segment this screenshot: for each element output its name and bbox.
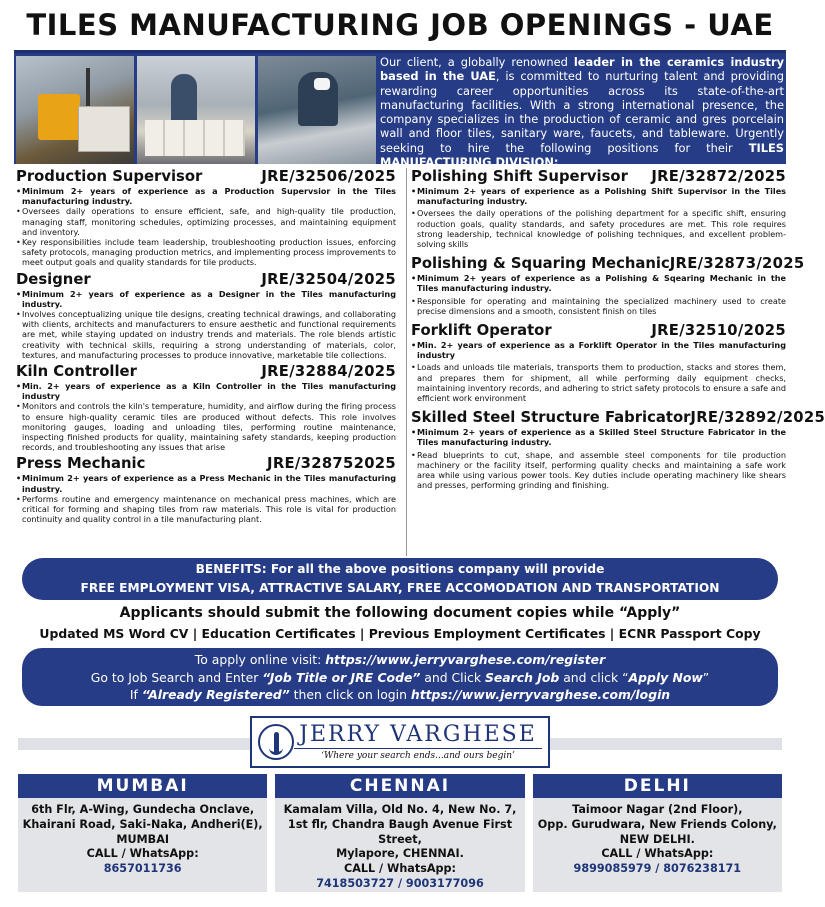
job-code: JRE/32510/2025 (651, 322, 786, 340)
job-header (16, 271, 396, 289)
documents-list: Updated MS Word CV | Education Certificates | Previous Employment Certificates | ECNR Passport Copy (39, 626, 761, 641)
office-card-delhi (533, 774, 782, 892)
address-line: Khairani Road, Saki-Naka, Andheri(E), (22, 817, 263, 831)
company-logo (250, 716, 550, 768)
apply-step-text: Go to Job Search and Enter (90, 669, 263, 685)
job-column-right (406, 168, 825, 556)
job-points (16, 381, 396, 452)
job-code: JRE/32873/2025 (669, 255, 805, 273)
job-header (16, 455, 396, 473)
job-description: • Oversees daily operations to ensure efficient, safe, and high-quality tile production, managing staff, monitoring schedules, optimizing processes, and maintaining equipment and inventory. (16, 206, 396, 237)
job-header (16, 168, 396, 186)
benefits-heading: BENEFITS: For all the above positions company will provide (195, 562, 605, 576)
login-label: then click on login (289, 687, 411, 702)
job-description: • Responsible for operating and maintaining the specialized machinery used to create precise dimensions and a smooth, consistent finish on tiles (411, 296, 786, 316)
worker-icon (171, 74, 197, 124)
hero-banner (14, 50, 786, 170)
tile-line-icon (145, 120, 245, 156)
job-header (411, 409, 825, 427)
job-code: JRE/32872/2025 (651, 168, 786, 185)
job-code: JRE/328752025 (267, 455, 396, 473)
apply-now-label: Apply Now (628, 669, 703, 685)
mask-icon (314, 78, 330, 90)
apply-step-click: and Click (420, 669, 485, 685)
job-points (16, 186, 396, 268)
job-posting (16, 271, 396, 360)
apply-step-code: “Job Title or JRE Code” (262, 669, 421, 685)
login-link[interactable]: https://www.jerryvarghese.com/login (410, 687, 671, 702)
job-title: Polishing Shift Supervisor (411, 168, 628, 185)
intro-highlight-2: TILES MANUFACTURING DIVISION: (380, 140, 784, 170)
job-posting (411, 409, 825, 491)
office-city: CHENNAI (275, 774, 524, 798)
job-posting (16, 363, 396, 452)
call-label: CALL / WhatsApp: (343, 862, 456, 876)
job-points (411, 427, 786, 490)
job-points (411, 340, 786, 403)
benefits-banner (22, 558, 778, 600)
job-description: • Key responsibilities include team leadership, troubleshooting production issues, enforcing safety protocols, managing production metrics, and implementing process improvements to meet output goals and quality standards for tile products. (16, 237, 396, 268)
job-code: JRE/32892/2025 (690, 409, 825, 427)
apply-if-label: If (129, 687, 142, 702)
call-label: CALL / WhatsApp: (601, 847, 714, 861)
logo-tagline: ‘Where your search ends...and ours begin’ (294, 748, 542, 762)
job-points (411, 273, 786, 316)
job-title: Polishing & Squaring Mechanic (411, 255, 670, 273)
job-points (16, 289, 396, 360)
job-requirement: • Minimum 2+ years of experience as a Polishing Shift Supervisor in the Tiles manufacturing industry. (411, 186, 786, 206)
job-title: Designer (16, 270, 91, 288)
address-line: 6th Flr, A-Wing, Gundecha Onclave, (31, 803, 255, 816)
intro-highlight-1: leader in the ceramics industry based in the UAE (380, 55, 784, 84)
job-description: • Monitors and controls the kiln's temperature, humidity, and airflow during the firing process to ensure high-quality ceramic tiles are produced without defects. This role involves monitoring gauges, loading and unloading tiles, performing routine maintenance, inspecting finished products for quality, maintaining safety standards, keeping production records, and troubleshooting any issues that arise (16, 401, 396, 452)
office-city: DELHI (533, 774, 782, 798)
job-code: JRE/32504/2025 (261, 270, 396, 288)
job-title: Press Mechanic (16, 455, 146, 473)
job-title: Forklift Operator (411, 322, 552, 340)
office-card-mumbai (18, 774, 267, 892)
apply-step-click-2: and click “ (559, 669, 629, 685)
job-points (411, 186, 786, 249)
office-phone[interactable]: 7418503727 / 9003177096 (316, 876, 484, 890)
documents-heading: Applicants should submit the following document copies while “Apply” (119, 605, 681, 621)
address-line: Taimoor Nagar (2nd Floor), (572, 803, 743, 816)
apply-visit-label: To apply online visit: (194, 652, 326, 667)
address-line: Kamalam Villa, Old No. 4, New No. 7, (283, 803, 517, 816)
intro-part-2: , is committed to nurturing talent and providing rewarding career opportunities across its state-of-the-art manufacturing facilities. With a strong international presence, the company specializes in the production of ceramic and gres porcelain wall and floor tiles, sanitary ware, faucets, and tableware. Urgently seeking to hire the following positions for their (380, 69, 784, 155)
job-posting (411, 255, 805, 316)
call-label: CALL / WhatsApp: (86, 847, 199, 861)
address-line: Opp. Gurudwara, New Friends Colony, (537, 817, 777, 831)
job-requirement: • Minimum 2+ years of experience as a Designer in the Tiles manufacturing industry. (16, 289, 396, 309)
job-requirement: • Minimum 2+ years of experience as a Press Mechanic in the Tiles manufacturing industry. (16, 473, 396, 493)
logo-name: JERRY VARGHESE (299, 722, 537, 747)
job-code: JRE/32506/2025 (261, 168, 396, 185)
intro-text (380, 55, 784, 169)
search-job-label: Search Job (484, 669, 560, 685)
job-title: Production Supervisor (16, 168, 203, 185)
register-link[interactable]: https://www.jerryvarghese.com/register (325, 652, 606, 667)
flame-hand-icon (258, 724, 294, 760)
address-line: MUMBAI (116, 832, 170, 846)
job-description: • Read blueprints to cut, shape, and assemble steel components for tile production machinery or the facility itself, performing quality checks and maintaining a safe work area while using various power tools. Key duties include operating machinery like shears and presses, performing grinding and finishing. (411, 450, 786, 491)
job-title: Skilled Steel Structure Fabricator (411, 409, 691, 427)
job-requirement: • Min. 2+ years of experience as a Kiln Controller in the Tiles manufacturing industry (16, 381, 396, 401)
address-line: Mylapore, CHENNAI. (336, 847, 464, 861)
job-points (16, 473, 396, 524)
factory-worker-photo (137, 56, 255, 164)
office-address (533, 798, 782, 877)
office-contacts (18, 774, 782, 892)
office-card-chennai (275, 774, 524, 892)
office-address (18, 798, 267, 877)
job-description: • Oversees the daily operations of the polishing department for a specific shift, ensuring roduction goals, quality standards, and safety procedures are met. This role requires strong leadership, technical knowledge of polishing techniques, and excellent problem-solving skills (411, 208, 786, 249)
job-header (16, 363, 396, 381)
job-posting (411, 322, 786, 403)
tile-stack-icon (78, 106, 130, 152)
page-title: TILES MANUFACTURING JOB OPENINGS - UAE (26, 8, 774, 42)
job-description: • Loads and unloads tile materials, transports them to production, stacks and stores them, and prepares them for shipment, all while performing daily equipment checks, maintaining inventory records, and adhering to strict safety protocols to ensure a safe and efficient work environment (411, 362, 786, 403)
already-registered-label: “Already Registered” (141, 687, 290, 702)
job-listings (16, 168, 825, 558)
job-requirement: • Minimum 2+ years of experience as a Polishing & Sqearing Mechanic in the Tiles manufacturing industry. (411, 273, 786, 293)
apply-quote-close: ” (702, 669, 710, 685)
photo-strip (16, 56, 376, 164)
technician-photo (258, 56, 376, 164)
job-posting (411, 168, 786, 249)
office-phone[interactable]: 9899085979 / 8076238171 (573, 862, 742, 876)
office-phone[interactable]: 8657011736 (103, 862, 182, 876)
job-requirement: • Minimum 2+ years of experience as a Skilled Steel Structure Fabricator in the Tiles manufacturing industry. (411, 427, 786, 447)
job-requirement: • Min. 2+ years of experience as a Forklift Operator in the Tiles manufacturing industry (411, 340, 786, 360)
job-header (411, 168, 786, 186)
job-requirement: • Minimum 2+ years of experience as a Production Supervsior in the Tiles manufacturing industry. (16, 186, 396, 206)
address-line: NEW DELHI. (619, 832, 695, 846)
job-description: • Involves conceptualizing unique tile designs, creating technical drawings, and collaborating with clients, architects and manufacturers to ensure aesthetic and functional requirements are met, while staying updated on industry trends and materials. The role blends artistic creativity with technical skills, requiring a strong understanding of materials, color, textures, and manufacturing processes to produce innovative, marketable tile collections. (16, 309, 396, 360)
address-line: 1st flr, Chandra Baugh Avenue First Street, (287, 817, 513, 846)
job-title: Kiln Controller (16, 363, 137, 381)
job-posting (16, 455, 396, 524)
office-city: MUMBAI (18, 774, 267, 798)
job-code: JRE/32884/2025 (261, 363, 396, 381)
office-address (275, 798, 524, 892)
intro-part-1: Our client, a globally renowned (380, 55, 574, 69)
forklift-icon (38, 94, 80, 140)
logo-text (294, 722, 542, 762)
forklift-photo (16, 56, 134, 164)
apply-instructions (22, 648, 778, 706)
job-header (411, 322, 786, 340)
job-header (411, 255, 805, 273)
job-posting (16, 168, 396, 268)
job-column-left (16, 168, 396, 527)
job-description: • Performs routine and emergency maintenance on mechanical press machines, which are critical for forming and shaping tiles from raw materials. This role is vital for production continuity and quality control in a tile manufacturing plant. (16, 494, 396, 525)
benefits-list: FREE EMPLOYMENT VISA, ATTRACTIVE SALARY, FREE ACCOMODATION AND TRANSPORTATION (80, 581, 720, 595)
